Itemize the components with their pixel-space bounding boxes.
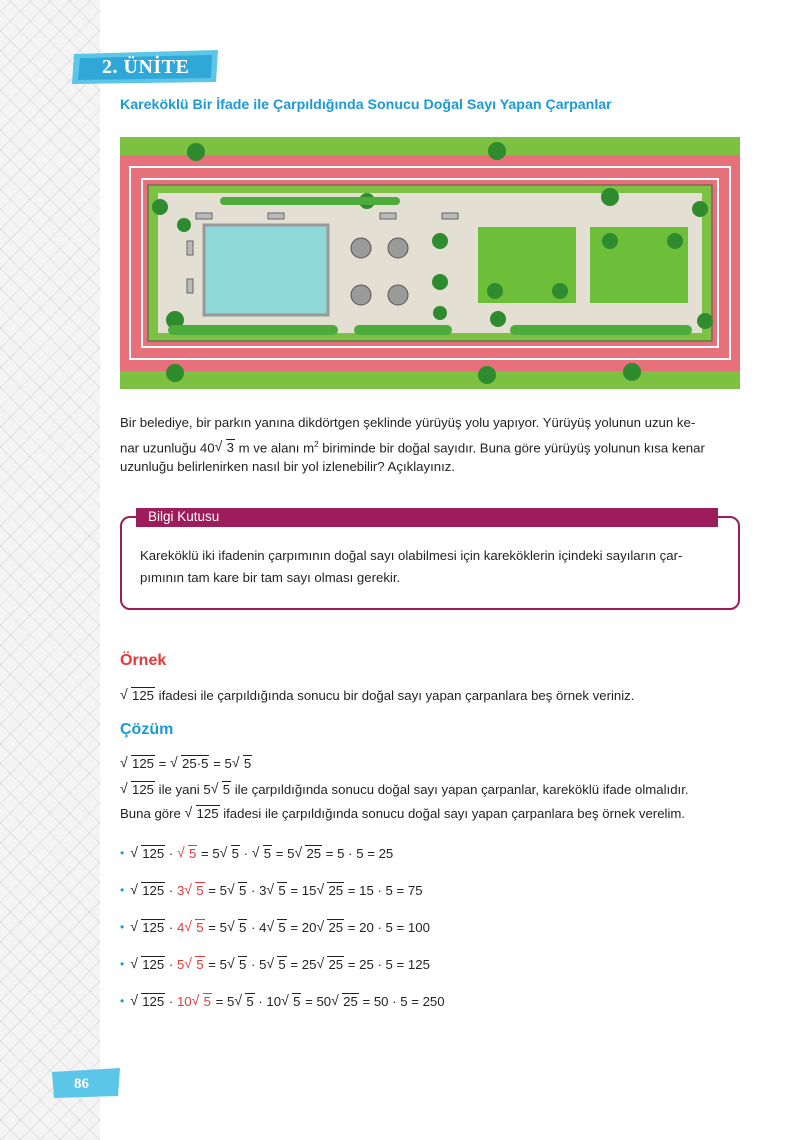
margin-pattern [0, 0, 100, 1140]
park-illustration [120, 137, 740, 389]
page-number: 86 [74, 1076, 89, 1092]
example-text: √ 125 ifadesi ile çarpıldığında sonucu bir doğal sayı yapan çarpanlara beş örnek veriniz. [120, 688, 634, 703]
solution-line-2: √ 125 ile yani 5√ 5 ile çarpıldığında sonucu doğal sayı yapan çarpanlar, kareköklü ifade olmalıdır. [120, 782, 689, 797]
bullet-icon: • [120, 883, 125, 897]
solution-item: •√ 125 · 10√ 5 = 5√ 5 · 10√ 5 = 50√ 25 = 50 · 5 = 250 [120, 994, 445, 1009]
example-heading: Örnek [120, 652, 167, 669]
info-box-text: Kareköklü iki ifadenin çarpımının doğal sayı olabilmesi için kareköklerin içindeki sayıların çar- pımının tam kare bir tam sayı olması gerekir. [140, 548, 683, 585]
solution-eq-1: √ 125 = √ 25·5 = 5√ 5 [120, 756, 252, 771]
problem-line-2: nar uzunluğu 40√ 3 m ve alanı $m^2$ biriminde bir doğal sayıdır. Buna göre yürüyüş yolunun kısa kenar [120, 434, 740, 459]
bullet-icon: • [120, 920, 125, 934]
solution-item: •√ 125 · √ 5 = 5√ 5 · √ 5 = 5√ 25 = 5 · 5 = 25 [120, 846, 393, 861]
unit-label: 2. ÜNİTE [102, 56, 190, 78]
problem-line-3: uzunluğu belirlenirken nasıl bir yol izlenebilir? Açıklayınız. [120, 459, 455, 474]
info-box-title: Bilgi Kutusu [148, 509, 220, 524]
bullet-icon: • [120, 957, 125, 971]
section-title: Kareköklü Bir İfade ile Çarpıldığında Sonucu Doğal Sayı Yapan Çarpanlar [120, 97, 612, 113]
solution-item: •√ 125 · 4√ 5 = 5√ 5 · 4√ 5 = 20√ 25 = 20 · 5 = 100 [120, 920, 430, 935]
solution-heading: Çözüm [120, 721, 174, 738]
solution-item: •√ 125 · 3√ 5 = 5√ 5 · 3√ 5 = 15√ 25 = 15 · 5 = 75 [120, 883, 423, 898]
bullet-icon: • [120, 994, 125, 1008]
bullet-icon: • [120, 846, 125, 860]
problem-line-1: Bir belediye, bir parkın yanına dikdörtgen şeklinde yürüyüş yolu yapıyor. Yürüyüş yolunun uzun ke- [120, 415, 696, 430]
solution-line-3: Buna göre √ 125 ifadesi ile çarpıldığında sonucu doğal sayı yapan çarpanlara beş örnek verelim. [120, 806, 685, 821]
info-box-header [136, 508, 718, 527]
solution-item: •√ 125 · 5√ 5 = 5√ 5 · 5√ 5 = 25√ 25 = 25 · 5 = 125 [120, 957, 430, 972]
